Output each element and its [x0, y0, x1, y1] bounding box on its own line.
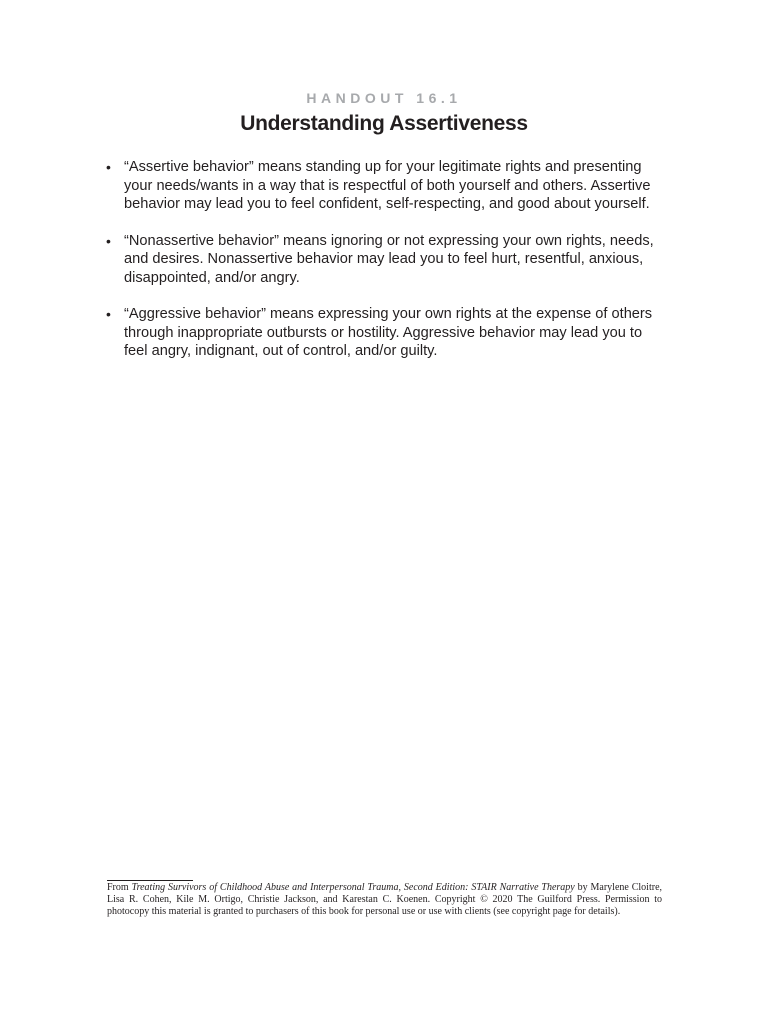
- bullet-icon: •: [106, 232, 111, 249]
- footnote-citation: [107, 882, 662, 918]
- page-title: Understanding Assertiveness: [240, 112, 528, 135]
- footnote-book-title: Treating Survivors of Childhood Abuse and Interpersonal Trauma, Second Edition: STAIR Narrative Therapy: [131, 882, 575, 893]
- bullet-icon: •: [106, 306, 111, 322]
- bullet-item-aggressive: [106, 305, 666, 361]
- bullet-text: “Assertive behavior” means standing up for your legitimate rights and presenting your needs/wants in a way that is respectful of both yourself and others. Assertive behavior may lead you to feel confident, self-respecting, and good about yourself.: [124, 159, 651, 212]
- footnote-divider: [107, 880, 193, 881]
- handout-label: HANDOUT 16.1: [306, 90, 462, 106]
- footnote-prefix: From: [107, 882, 132, 893]
- bullet-item-nonassertive: [106, 232, 666, 288]
- bullet-icon: •: [106, 159, 111, 175]
- bullet-text: “Aggressive behavior” means expressing your own rights at the expense of others through inappropriate outbursts or hostility. Aggressive behavior may lead you to feel angry, indignant, out of control, and/or guilty.: [124, 306, 653, 359]
- bullet-item-assertive: [106, 158, 666, 214]
- bullet-list: [106, 158, 666, 379]
- bullet-text: “Nonassertive behavior” means ignoring or not expressing your own rights, needs, and desires. Nonassertive behavior may lead you to feel hurt, resentful, anxious, disappointed, and/or angry.: [124, 232, 654, 286]
- footnote-rest: by Marylene Cloitre, Lisa R. Cohen, Kile M. Ortigo, Christie Jackson, and Karestan C. Koenen. Copyright © 2020 The Guilford Press. Permission to photocopy this material is granted to purchasers of this book for personal use or use with clients (see copyright page for details).: [107, 882, 663, 917]
